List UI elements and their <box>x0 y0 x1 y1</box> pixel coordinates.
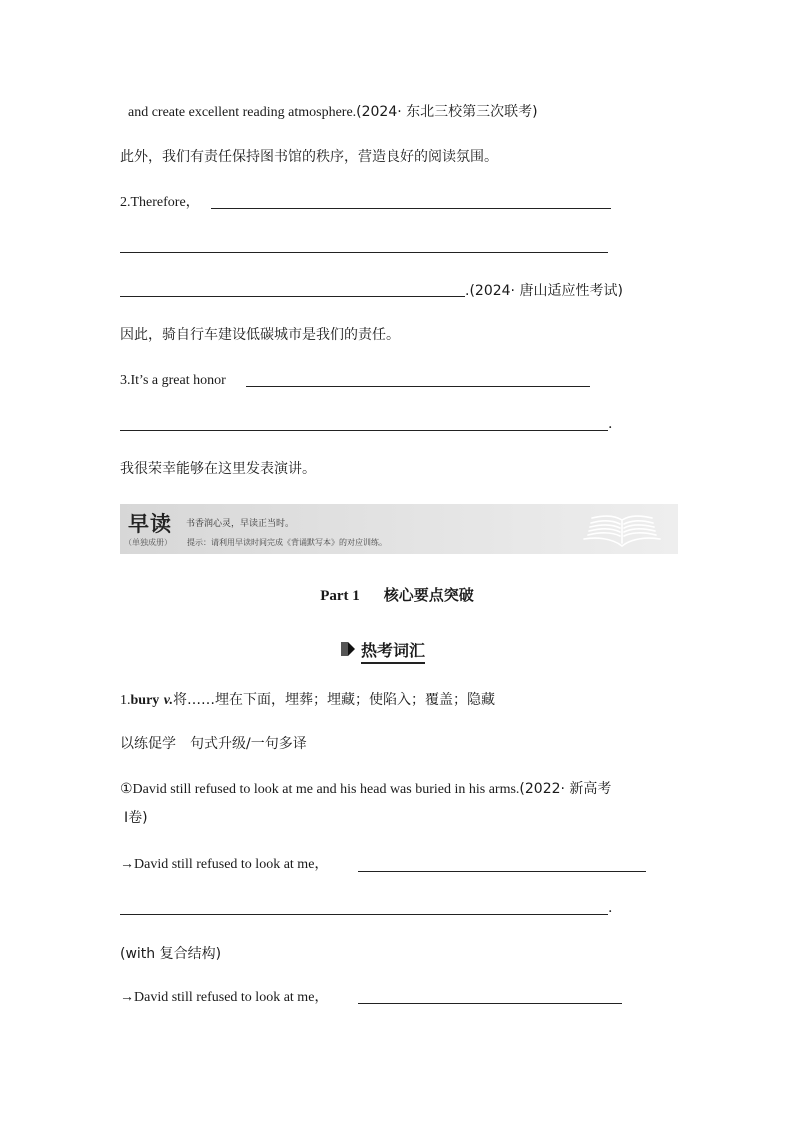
continued-sentence <box>128 102 538 123</box>
q2-answer-blank-3[interactable] <box>120 296 465 297</box>
rewrite-1-prefix: →David still refused to look at me， <box>120 857 329 872</box>
q3-period: . <box>608 416 613 432</box>
q3-answer-blank-2[interactable] <box>120 430 608 431</box>
continued-sentence-en: and create excellent reading atmosphere. <box>128 105 357 120</box>
section-title: 热考词汇 <box>361 638 425 664</box>
vocab-entry <box>120 690 495 711</box>
practice-heading: 以练促学 句式升级/一句多译 <box>120 736 307 752</box>
rewrite-1-period: . <box>608 900 613 916</box>
q2-answer-blank-2[interactable] <box>120 252 608 253</box>
source-note-2: .(2024· 唐山适应性考试) <box>465 283 623 299</box>
part-number: Part 1 <box>320 588 360 604</box>
banner-title: 早读 <box>128 511 172 536</box>
rewrite-1-note: (with 复合结构) <box>120 946 222 962</box>
banner-subtitle: （单独成册） <box>124 538 172 547</box>
banner-tip: 提示：请利用早读时间完成《背诵默写本》的对应训练。 <box>187 538 387 547</box>
banner-slogan: 书香润心灵，早读正当时。 <box>186 519 295 529</box>
vocab-meaning: 将……埋在下面，埋葬；埋藏；使陷入；覆盖；隐藏 <box>172 692 495 708</box>
q3-prefix: 3.It’s a great honor <box>120 373 226 388</box>
rewrite-2-blank-1[interactable] <box>358 1003 622 1004</box>
vocab-number: 1. <box>120 693 131 708</box>
vocab-pos: v. <box>163 693 173 708</box>
section-marker-icon <box>341 642 357 656</box>
practice-item-1 <box>120 779 611 800</box>
part-title-text: 核心要点突破 <box>383 586 474 604</box>
q2-translation: 因此，骑自行车建设低碳城市是我们的责任。 <box>120 327 400 343</box>
source-note-3-cont: Ⅰ卷) <box>124 810 148 826</box>
rewrite-1-blank-2[interactable] <box>120 914 608 915</box>
q3-translation: 我很荣幸能够在这里发表演讲。 <box>120 461 316 477</box>
vocab-word: bury <box>130 693 160 708</box>
part-heading <box>0 584 794 605</box>
rewrite-2-prefix: →David still refused to look at me， <box>120 990 329 1005</box>
open-book-icon <box>582 512 662 548</box>
practice-item-1-text: ①David still refused to look at me and his head was buried in his arms. <box>120 782 520 797</box>
rewrite-1-blank-1[interactable] <box>358 871 646 872</box>
morning-reading-banner <box>120 504 678 554</box>
source-note-1: (2024· 东北三校第三次联考) <box>356 104 538 120</box>
translation-1: 此外，我们有责任保持图书馆的秩序，营造良好的阅读氛围。 <box>120 149 498 165</box>
q3-answer-blank-1[interactable] <box>246 386 590 387</box>
q2-answer-blank-1[interactable] <box>211 208 611 209</box>
source-note-3: (2022· 新高考 <box>519 781 612 797</box>
q2-prefix: 2.Therefore， <box>120 195 200 210</box>
